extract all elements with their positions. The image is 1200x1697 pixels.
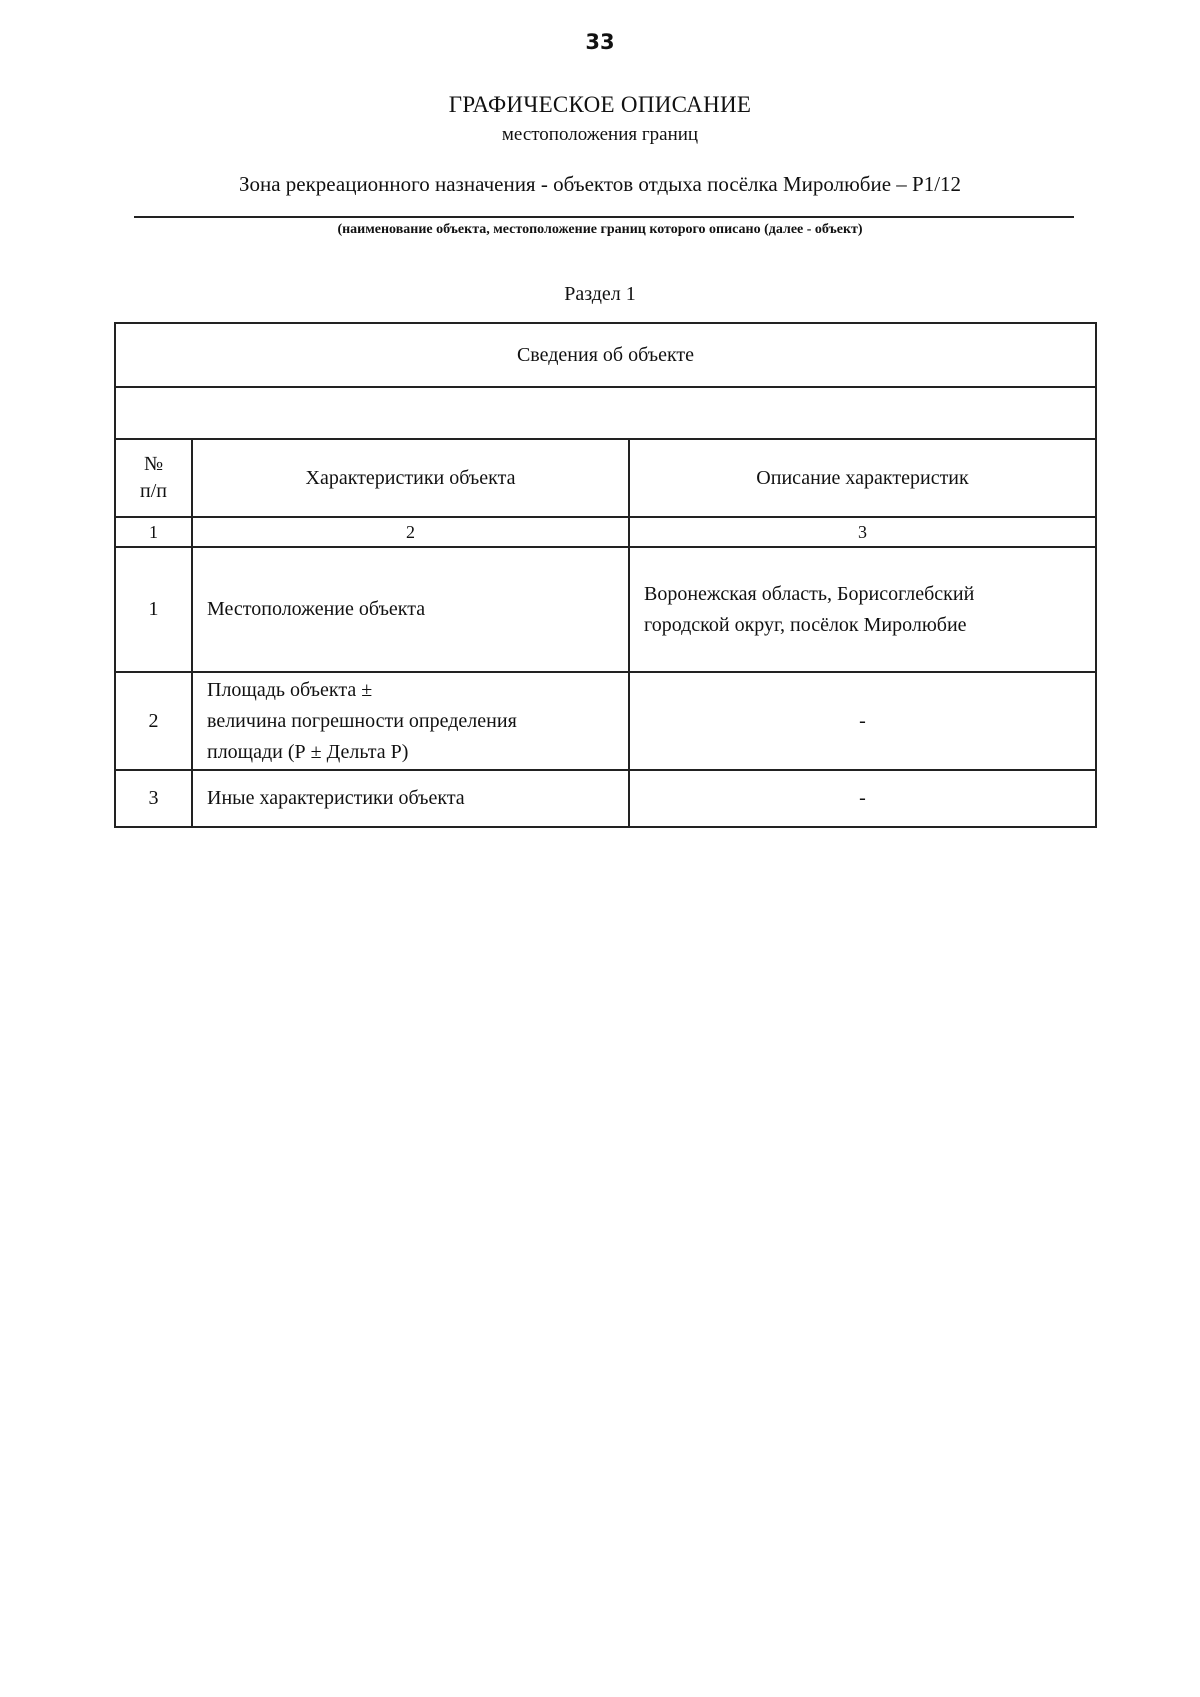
row-characteristic <box>192 672 629 770</box>
header-number-line2: п/п <box>140 480 167 502</box>
row-number: 1 <box>115 547 192 672</box>
table-title-row <box>115 323 1096 387</box>
table-row <box>115 547 1096 672</box>
header-characteristics: Характеристики объекта <box>192 439 629 517</box>
row-characteristic-line1: Площадь объекта ± <box>207 678 373 701</box>
document-title: ГРАФИЧЕСКОЕ ОПИСАНИЕ <box>448 92 752 117</box>
row-description <box>629 547 1096 672</box>
column-number-row <box>115 517 1096 547</box>
table-header-row <box>115 439 1096 517</box>
row-number: 3 <box>115 770 192 827</box>
table-row <box>115 770 1096 827</box>
row-characteristic: Местоположение объекта <box>192 547 629 672</box>
page-number: 33 <box>585 30 615 54</box>
header-number <box>115 439 192 517</box>
row-description: - <box>629 672 1096 770</box>
row-description: - <box>629 770 1096 827</box>
table-title: Сведения об объекте <box>115 323 1096 387</box>
header-number-line1: № <box>143 453 164 475</box>
row-description-line2: городской округ, посёлок Миролюбие <box>644 613 967 636</box>
object-name-underline <box>134 216 1074 218</box>
table-row <box>115 672 1096 770</box>
object-info-table <box>114 322 1097 828</box>
section-label: Раздел 1 <box>564 283 636 305</box>
column-number-3: 3 <box>629 517 1096 547</box>
header-description: Описание характеристик <box>629 439 1096 517</box>
row-description-line1: Воронежская область, Борисоглебский <box>644 582 975 605</box>
row-characteristic: Иные характеристики объекта <box>192 770 629 827</box>
column-number-1: 1 <box>115 517 192 547</box>
row-characteristic-line3: площади (Р ± Дельта Р) <box>207 740 409 763</box>
column-number-2: 2 <box>192 517 629 547</box>
row-characteristic-line2: величина погрешности определения <box>207 709 517 732</box>
object-caption: (наименование объекта, местоположение границ которого описано (далее - объект) <box>337 222 863 237</box>
row-number: 2 <box>115 672 192 770</box>
document-subtitle: местоположения границ <box>501 124 699 145</box>
table-blank-row <box>115 387 1096 439</box>
object-name: Зона рекреационного назначения - объектов отдыха посёлка Миролюбие – Р1/12 <box>238 172 962 196</box>
table-blank-cell <box>115 387 1096 439</box>
